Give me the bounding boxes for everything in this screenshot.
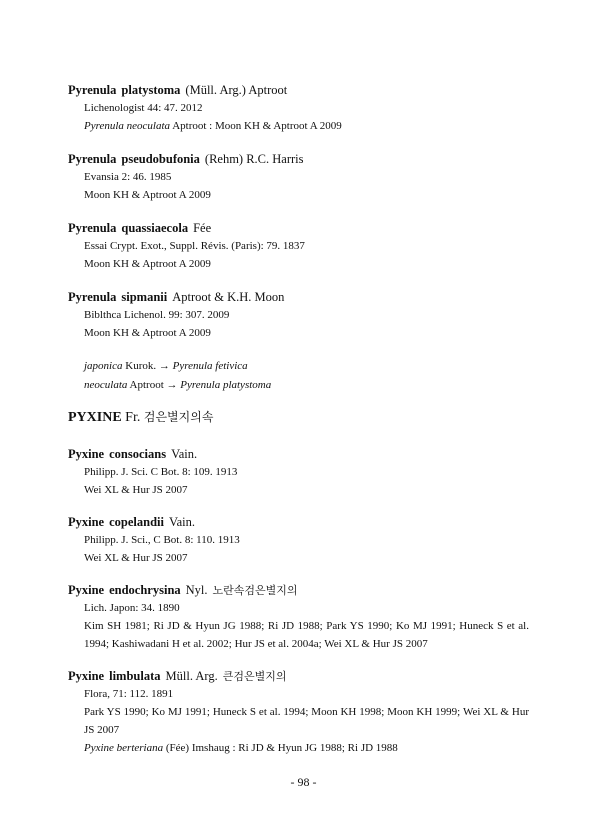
synonym-line	[84, 376, 271, 395]
reference-text: Lich. Japon: 34. 1890	[84, 602, 180, 614]
page-number: - 98 -	[290, 775, 317, 789]
reference-line	[84, 99, 538, 117]
species-author: Vain.	[171, 447, 198, 461]
reference-text: Philipp. J. Sci., C Bot. 8: 110. 1913	[84, 534, 240, 546]
species-author: Nyl.	[185, 583, 208, 597]
reference-text: Philipp. J. Sci. C Bot. 8: 109. 1913	[84, 466, 238, 478]
species-heading	[68, 514, 538, 531]
species-epithet: sipmanii	[121, 290, 168, 304]
synonym-name: Pyxine berteriana	[84, 742, 164, 754]
reference-line	[84, 117, 538, 135]
reference-text: Wei XL & Hur JS 2007	[84, 552, 188, 564]
species-epithet: quassiaecola	[121, 221, 189, 235]
species-epithet: endochrysina	[109, 583, 181, 597]
reference-line	[84, 685, 538, 703]
reference-text: (Fée) Imshaug : Ri JD & Hyun JG 1988; Ri JD 1988	[163, 742, 398, 754]
species-heading	[68, 151, 538, 168]
genus-name: Pyxine	[68, 669, 105, 683]
reference-line	[84, 324, 538, 342]
species-entry	[68, 514, 538, 567]
genus-name: Pyrenula	[68, 221, 117, 235]
reference-line	[84, 237, 538, 255]
synonym-epithet: japonica	[84, 360, 123, 372]
genus-name: Pyrenula	[68, 152, 117, 166]
reference-line	[84, 739, 538, 757]
reference-line	[84, 549, 538, 567]
reference-text: Moon KH & Aptroot A 2009	[84, 189, 211, 201]
reference-text: Essai Crypt. Exot., Suppl. Révis. (Paris): 79. 1837	[84, 240, 305, 252]
reference-text: Lichenologist 44: 47. 2012	[84, 102, 203, 114]
species-heading	[68, 668, 538, 685]
species-author: Müll. Arg.	[165, 669, 218, 683]
reference-line	[84, 255, 538, 273]
reference-text: Biblthca Lichenol. 99: 307. 2009	[84, 309, 230, 321]
species-author: Vain.	[168, 515, 196, 529]
species-entry	[68, 446, 538, 499]
reference-line	[84, 531, 538, 549]
reference-line	[84, 463, 538, 481]
species-author: (Rehm) R.C. Harris	[204, 152, 304, 166]
reference-text: Wei XL & Hur JS 2007	[84, 484, 188, 496]
synonym-name: Pyrenula neoculata	[84, 120, 171, 132]
species-heading	[68, 220, 538, 237]
reference-text: Flora, 71: 112. 1891	[84, 688, 174, 700]
synonym-author: Aptroot	[129, 379, 164, 391]
reference-line	[84, 306, 538, 324]
genus-name: Pyrenula	[68, 83, 117, 97]
species-heading	[68, 289, 538, 306]
reference-line	[84, 617, 529, 653]
synonym-list	[84, 357, 271, 395]
reference-text: Moon KH & Aptroot A 2009	[84, 327, 211, 339]
genus-name: Pyrenula	[68, 290, 117, 304]
species-author: Fée	[193, 221, 212, 235]
species-author: Aptroot & K.H. Moon	[172, 290, 285, 304]
species-author: (Müll. Arg.) Aptroot	[185, 83, 288, 97]
genus-name: Pyxine	[68, 583, 105, 597]
species-entry	[68, 82, 538, 135]
species-entry	[68, 220, 538, 273]
korean-name: 노란속검은별지의	[212, 584, 298, 597]
synonym-line	[84, 357, 271, 376]
species-epithet: limbulata	[109, 669, 161, 683]
species-heading	[68, 582, 538, 599]
arrow-icon: →	[158, 360, 170, 372]
reference-line	[84, 168, 538, 186]
species-entry	[68, 289, 538, 342]
reference-line	[84, 186, 538, 204]
genus-author: Fr.	[125, 410, 141, 425]
genus-title: PYXINE	[68, 410, 122, 425]
reference-line	[84, 703, 529, 739]
arrow-icon: →	[166, 379, 178, 391]
reference-text: Kim SH 1981; Ri JD & Hyun JG 1988; Ri JD 1988; Park YS 1990; Ko MJ 1991; Huneck S et al. 1994; Kashiwadani H et al. 2002; Hur JS et al. 2004a; Wei XL & Hur JS 2007	[84, 620, 529, 650]
reference-line	[84, 481, 538, 499]
species-heading	[68, 446, 538, 463]
species-epithet: pseudobufonia	[121, 152, 200, 166]
genus-name: Pyxine	[68, 447, 105, 461]
genus-korean-name: 검은별지의속	[143, 410, 214, 424]
species-heading	[68, 82, 538, 99]
species-entry	[68, 668, 538, 757]
synonym-epithet: neoculata	[84, 379, 128, 391]
synonym-target: Pyrenula platystoma	[180, 379, 272, 391]
genus-heading	[68, 408, 213, 427]
reference-text: Evansia 2: 46. 1985	[84, 171, 172, 183]
reference-text: Aptroot : Moon KH & Aptroot A 2009	[170, 120, 342, 132]
species-epithet: consocians	[109, 447, 167, 461]
species-entry	[68, 582, 538, 653]
korean-name: 큰검은별지의	[222, 670, 287, 683]
synonym-target: Pyrenula fetivica	[172, 360, 248, 372]
synonym-author: Kurok.	[125, 360, 157, 372]
species-epithet: copelandii	[109, 515, 164, 529]
species-epithet: platystoma	[121, 83, 181, 97]
reference-text: Park YS 1990; Ko MJ 1991; Huneck S et al. 1994; Moon KH 1998; Moon KH 1999; Wei XL & Hur JS 2007	[84, 706, 529, 736]
reference-line	[84, 599, 538, 617]
reference-text: Moon KH & Aptroot A 2009	[84, 258, 211, 270]
genus-name: Pyxine	[68, 515, 105, 529]
species-entry	[68, 151, 538, 204]
